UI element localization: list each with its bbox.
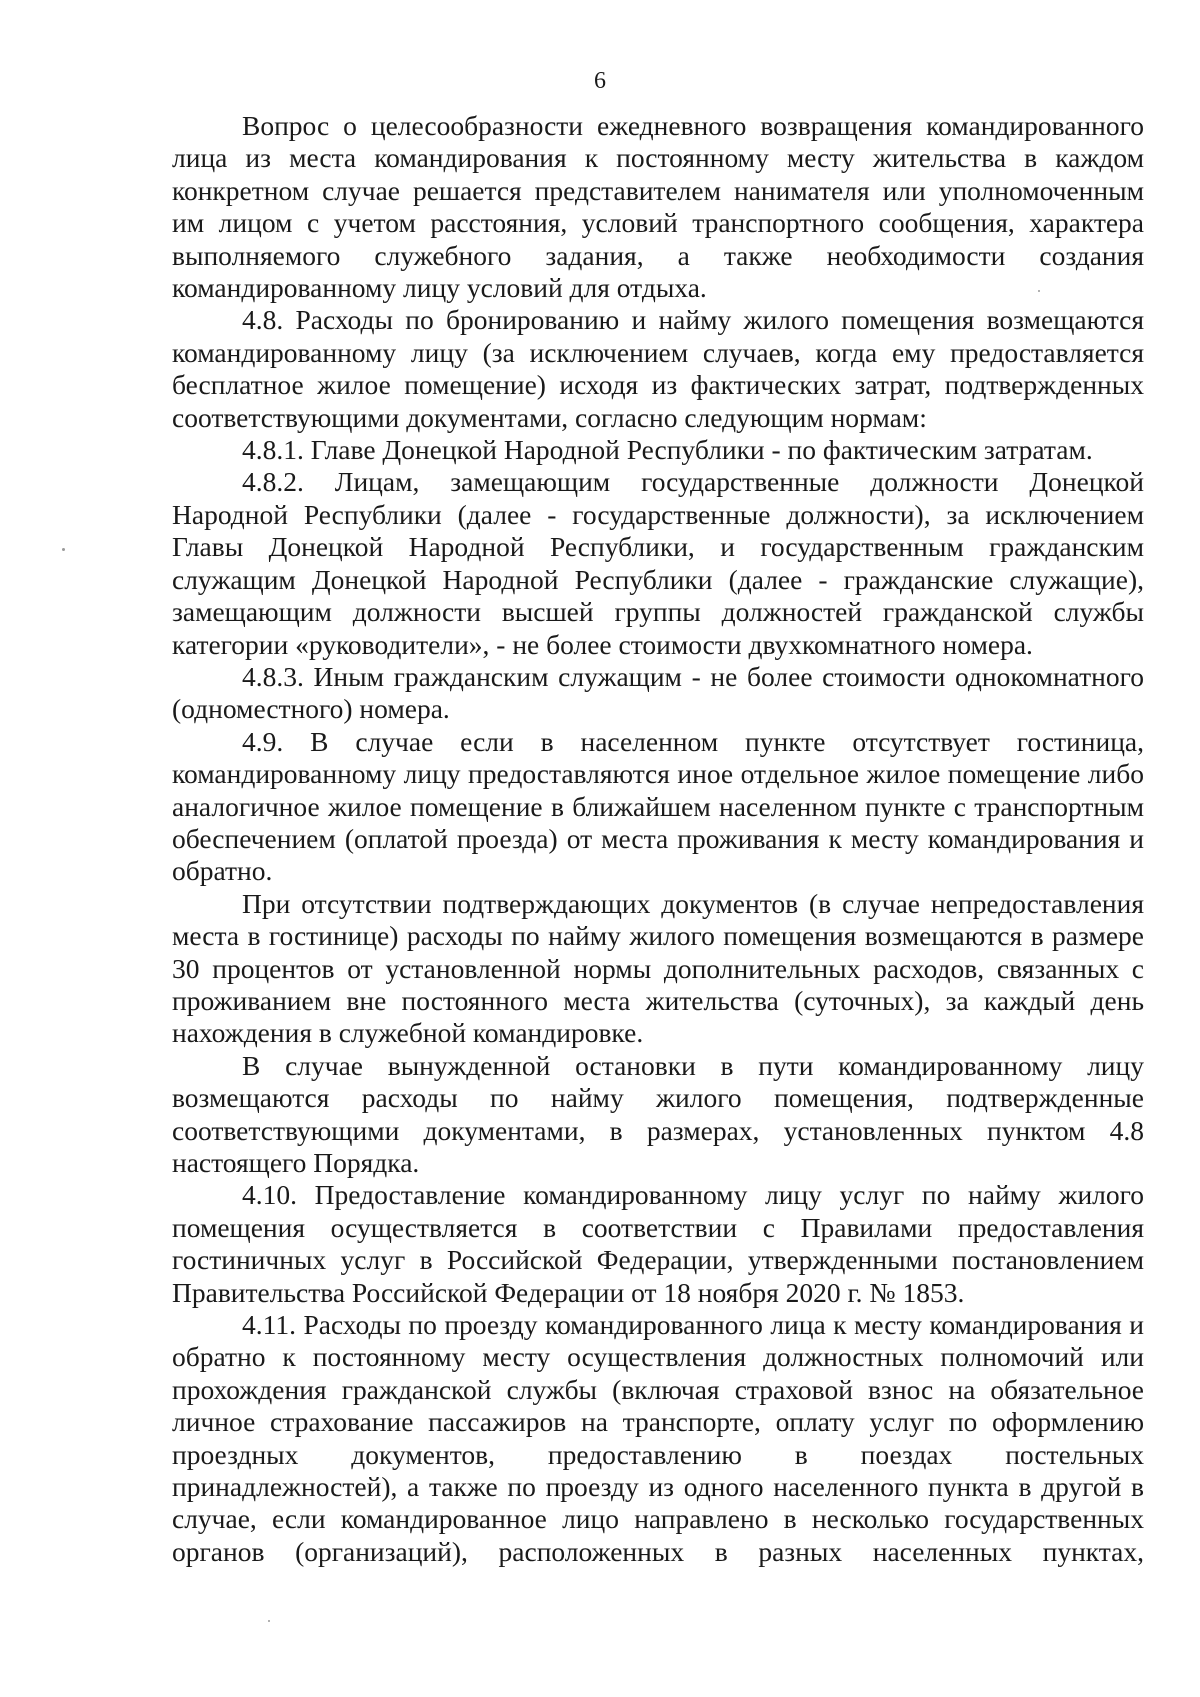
paragraph-4-10: 4.10. Предоставление командированному лицу услуг по найму жилого помещения осуществляется в соответствии с Правилами предоставления гостиничных услуг в Российской Федерации, утвержденными постановлением Правительства Российской Федерации от 18 ноября 2020 г. № 1853.: [172, 1179, 1144, 1308]
scan-speck: [1038, 290, 1040, 292]
paragraph-4-9: 4.9. В случае если в населенном пункте отсутствует гостиница, командированному лицу предоставляются иное отдельное жилое помещение либо аналогичное жилое помещение в ближайшем населенном пункте с транспортным обеспечением (оплатой проезда) от места проживания к месту командирования и обратно.: [172, 725, 1144, 887]
paragraph-daily-return: Вопрос о целесообразности ежедневного возвращения командированного лица из места командирования к постоянному месту жительства в каждом конкретном случае решается представителем нанимателя или уполномоченным им лицом с учетом расстояния, условий транспортного сообщения, характера выполняемого служебного задания, а также необходимости создания командированному лицу условий для отдыха.: [172, 110, 1144, 304]
paragraph-4-8-2: 4.8.2. Лицам, замещающим государственные должности Донецкой Народной Республики (далее - государственные должности), за исключением Главы Донецкой Народной Республики, и государственным гражданским служащим Донецкой Народной Республики (далее - гражданские служащие), замещающим должности высшей группы должностей гражданской службы категории «руководители», - не более стоимости двухкомнатного номера.: [172, 466, 1144, 660]
paragraph-forced-stop: В случае вынужденной остановки в пути командированному лицу возмещаются расходы по найму жилого помещения, подтвержденные соответствующими документами, в размерах, установленных пунктом 4.8 настоящего Порядка.: [172, 1049, 1144, 1178]
paragraph-4-8: 4.8. Расходы по бронированию и найму жилого помещения возмещаются командированному лицу (за исключением случаев, когда ему предоставляется бесплатное жилое помещение) исходя из фактических затрат, подтвержденных соответствующими документами, согласно следующим нормам:: [172, 304, 1144, 433]
document-body: [172, 110, 1144, 1568]
scan-speck: [268, 1620, 270, 1622]
scan-speck: [62, 548, 65, 551]
paragraph-no-documents: При отсутствии подтверждающих документов (в случае непредоставления места в гостинице) расходы по найму жилого помещения возмещаются в размере 30 процентов от установленной нормы дополнительных расходов, связанных с проживанием вне постоянного места жительства (суточных), за каждый день нахождения в служебной командировке.: [172, 887, 1144, 1049]
paragraph-4-11: 4.11. Расходы по проезду командированного лица к месту командирования и обратно к постоянному месту осуществления должностных полномочий или прохождения гражданской службы (включая страховой взнос на обязательное личное страхование пассажиров на транспорте, оплату услуг по оформлению проездных документов, предоставлению в поездах постельных принадлежностей), а также по проезду из одного населенного пункта в другой в случае, если командированное лицо направлено в несколько государственных органов (организаций), расположенных в разных населенных пунктах,: [172, 1309, 1144, 1567]
paragraph-4-8-1: 4.8.1. Главе Донецкой Народной Республики - по фактическим затратам.: [242, 434, 1093, 466]
page-number: 6: [594, 68, 606, 94]
paragraph-4-8-3: 4.8.3. Иным гражданским служащим - не более стоимости однокомнатного (одноместного) номера.: [172, 660, 1144, 725]
